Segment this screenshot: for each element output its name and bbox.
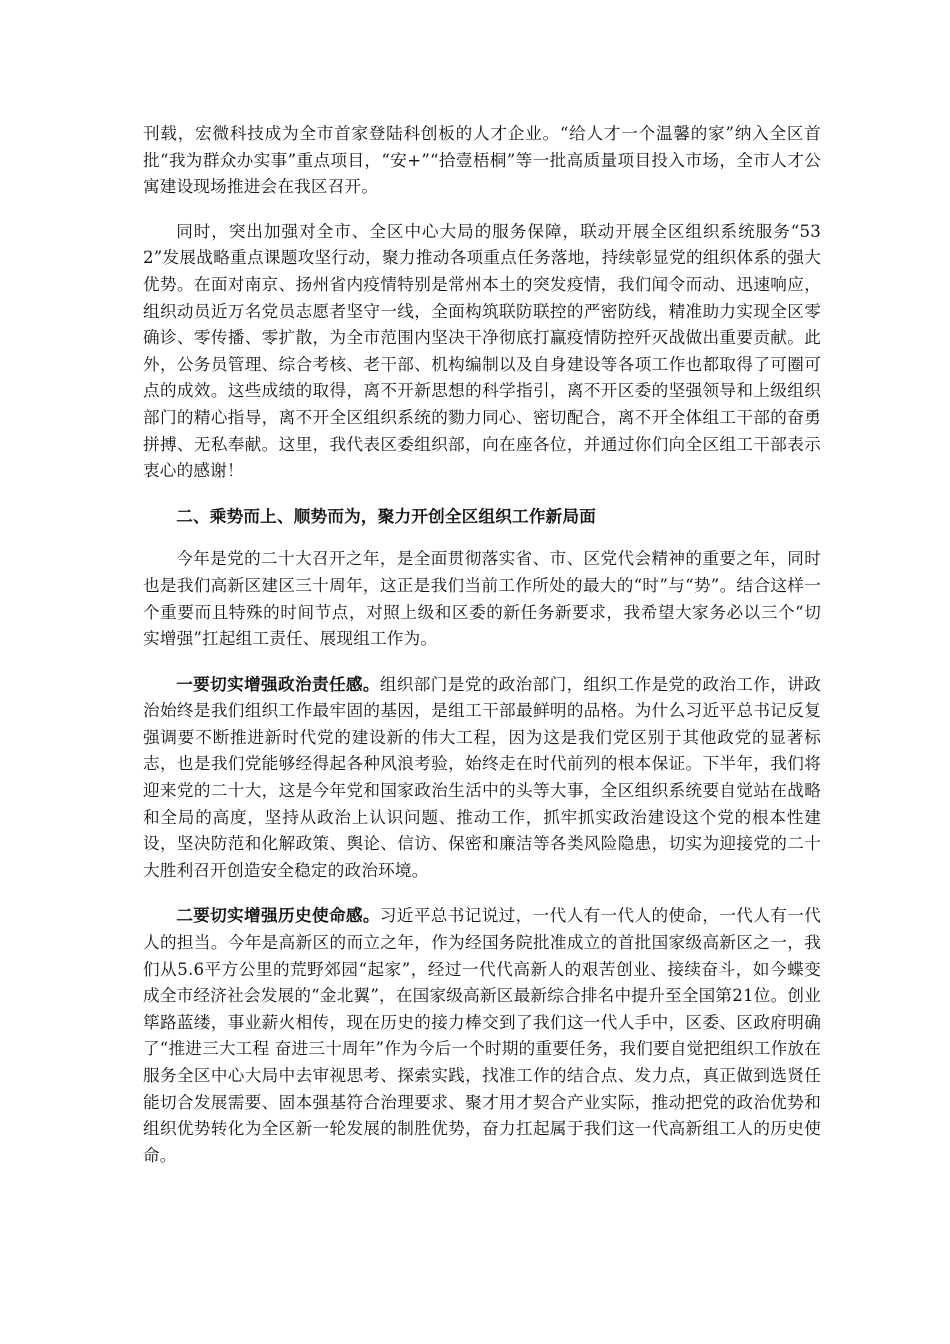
paragraph-service-guarantee: 同时，突出加强对全市、全区中心大局的服务保障，联动开展全区组织系统服务“532”发展战略重点课题攻坚行动，聚力推动各项重点任务落地，持续彰显党的组织体系的强大优势。在面对南京、扬州省内疫情特别是常州本土的突发疫情，我们闻令而动、迅速响应，组织动员近万名党员志愿者坚守一线，全面构筑联防联控的严密防线，精准助力实现全区零确诊、零传播、零扩散，为全市范围内坚决干净彻底打赢疫情防控歼灭战做出重要贡献。此外，公务员管理、综合考核、老干部、机构编制以及自身建设等各项工作也都取得了可圈可点的成效。这些成绩的取得，离不开新思想的科学指引，离不开区委的坚强领导和上级组织部门的精心指导，离不开全区组织系统的勠力同心、密切配合，离不开全体组工干部的奋勇拼搏、无私奉献。这里，我代表区委组织部，向在座各位，并通过你们向全区组工干部表示衷心的感谢！ [143,221,821,481]
paragraph-talent-enterprise: 刊载，宏微科技成为全市首家登陆科创板的人才企业。“给人才一个温馨的家”纳入全区首批“我为群众办实事”重点项目，“安+”“拾壹梧桐”等一批高质量项目投入市场，全市人才公寓建设现场推进会在我区召开。 [143,124,821,197]
paragraph-time-and-momentum: 今年是党的二十大召开之年，是全面贯彻落实省、市、区党代会精神的重要之年，同时也是我们高新区建区三十周年，这正是我们当前工作所处的最大的“时”与“势”。结合这样一个重要而且特殊的时间节点，对照上级和区委的新任务新要求，我希望大家务必以三个“切实增强”扛起组工责任、展现组工作为。 [143,549,821,649]
paragraph-political-responsibility [143,671,821,885]
paragraph-body-political: 组织部门是党的政治部门，组织工作是党的政治工作，讲政治始终是我们组织工作最牢固的基因，是组工干部最鲜明的品格。为什么习近平总书记反复强调要不断推进新时代党的建设新的伟大工程，因为这是我们党区别于其他政党的显著标志，也是我们党能够经得起各种风浪考验，始终走在时代前列的根本保证。下半年，我们将迎来党的二十大，这是今年党和国家政治生活中的头等大事，全区组织系统要自觉站在战略和全局的高度，坚持从政治上认识问题、推动工作，抓牢抓实政治建设这个党的根本性建设，坚决防范和化解政策、舆论、信访、保密和廉洁等各类风险隐患，切实为迎接党的二十大胜利召开创造安全稳定的政治环境。 [143,674,821,880]
paragraph-historical-mission [143,902,821,1169]
paragraph-body-historical: 习近平总书记说过，一代人有一代人的使命，一代人有一代人的担当。今年是高新区的而立之年，作为经国务院批准成立的首批国家级高新区之一，我们从5.6平方公里的荒野郊园“起家”，经过一代代高新人的艰苦创业、接续奋斗，如今蝶变成全市经济社会发展的“金北翼”，在国家级高新区最新综合排名中提升至全国第21位。创业筚路蓝缕，事业薪火相传，现在历史的接力棒交到了我们这一代人手中，区委、区政府明确了“推进三大工程 奋进三十周年”作为今后一个时期的重要任务，我们要自觉把组织工作放在服务全区中心大局中去审视思考、探索实践，找准工作的结合点、发力点，真正做到选贤任能切合发展需要、固本强基符合治理要求、聚才用才契合产业实际，推动把党的政治优势和组织优势转化为全区新一轮发展的制胜优势，奋力扛起属于我们这一代高新组工人的历史使命。 [143,906,821,1165]
document-page [143,121,821,1187]
paragraph-lead-political: 一要切实增强政治责任感。 [176,673,380,694]
section-heading-two: 二、乘势而上、顺势而为，聚力开创全区组织工作新局面 [176,505,597,526]
paragraph-lead-historical: 二要切实增强历史使命感。 [176,905,380,926]
